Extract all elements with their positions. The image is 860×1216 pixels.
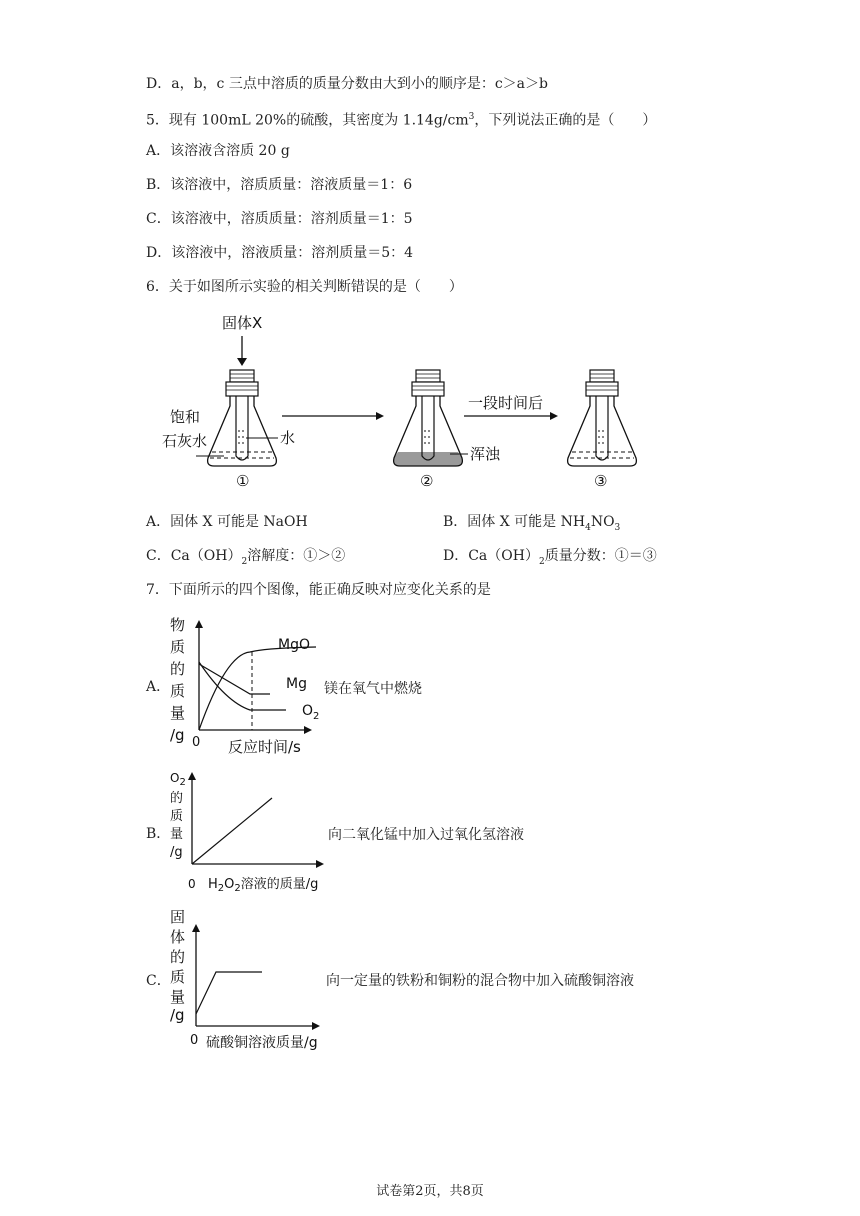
graph-c-xlabel: 硫酸铜溶液质量/g [206, 1035, 318, 1051]
q6-option-a: A．固体 X 可能是 NaOH [146, 514, 308, 530]
q6-experiment-figure [150, 306, 690, 496]
graph-b-ylabel-3: 质 [170, 809, 184, 824]
q6-option-b-text: B．固体 X 可能是 NH [443, 514, 586, 530]
graph-a-ylabel-2: 质 [170, 638, 186, 656]
solid-x-label: 固体X [222, 314, 263, 332]
water-label: 水 [280, 429, 296, 447]
graph-b-xlabel [208, 876, 318, 894]
q5-stem [146, 107, 656, 131]
after-time-label: 一段时间后 [468, 394, 544, 412]
turbid-label: 浑浊 [470, 445, 501, 463]
graph-c-ylabel-4: 质 [170, 968, 186, 986]
q5-option-d: D．该溶液中，溶液质量：溶剂质量＝5：4 [146, 245, 414, 261]
graph-b-xlabel-o: O [224, 877, 235, 892]
graph-a-mgo-label: MgO [278, 637, 310, 653]
graph-a-ylabel-4: 质 [170, 682, 186, 700]
graph-a-ylabel-6: /g [170, 726, 185, 744]
graph-b-xlabel-sub2: 2 [234, 883, 241, 894]
graph-a-mg-label: Mg [286, 676, 307, 692]
graph-b-ylabel-1-sub: 2 [179, 777, 186, 788]
flask-1 [162, 314, 295, 490]
q6-option-c [146, 546, 345, 572]
q6-option-d-sub: 2 [538, 556, 545, 567]
graph-a-o2-sub: 2 [313, 711, 320, 722]
q5-stem-sup: 3 [468, 112, 475, 122]
flask-label-2: ② [420, 472, 434, 490]
q5-stem-tail: ，下列说法正确的是（ ） [474, 112, 657, 129]
q6-option-b-sub2: 3 [614, 522, 621, 533]
graph-a-o2-text: O [302, 703, 314, 719]
q6-option-d-tail: 质量分数：①＝③ [544, 548, 657, 564]
q7-graph-c-caption: 向一定量的铁粉和铜粉的混合物中加入硫酸铜溶液 [326, 973, 634, 989]
q7-option-b-label: B． [146, 826, 171, 842]
graph-c-ylabel-2: 体 [170, 928, 186, 946]
graph-b-ylabel-1-text: O [170, 771, 180, 785]
flask-3 [568, 370, 637, 490]
q5-option-c: C．该溶液中，溶质质量：溶剂质量＝1：5 [146, 211, 413, 227]
graph-a-ylabel-1: 物 [170, 616, 186, 634]
graph-c-ylabel-6: /g [170, 1006, 185, 1024]
graph-a-o2-label [302, 703, 319, 722]
graph-a-xlabel: 反应时间/s [228, 738, 301, 756]
page-footer: 试卷第2页，共8页 [376, 1184, 484, 1199]
q6-option-c-text: C．Ca（OH） [146, 548, 242, 564]
q6-option-c-sub: 2 [241, 556, 248, 567]
q7-graph-c [166, 904, 332, 1054]
graph-a-ylabel-5: 量 [170, 704, 186, 722]
q7-graph-b-caption: 向二氧化锰中加入过氧化氢溶液 [328, 827, 524, 843]
q7-graph-a [166, 612, 326, 760]
q6-option-b [443, 512, 620, 538]
graph-b-ylabel-5: /g [170, 845, 183, 860]
graph-c-ylabel-1: 固 [170, 908, 186, 926]
graph-b-origin: 0 [188, 877, 196, 891]
q6-option-b-mid: NO [590, 514, 615, 530]
graph-a-origin: 0 [192, 735, 201, 750]
limewater-label-2: 石灰水 [162, 432, 208, 450]
graph-a-ylabel-3: 的 [170, 660, 186, 678]
graph-b-ylabel-1 [170, 771, 186, 788]
q5-option-b: B．该溶液中，溶质质量：溶液质量＝1：6 [146, 177, 413, 193]
graph-b-xlabel-sub1: 2 [217, 883, 225, 894]
q6-option-d-text: D．Ca（OH） [443, 548, 539, 564]
graph-c-origin: 0 [190, 1033, 199, 1048]
graph-b-ylabel-2: 的 [170, 791, 184, 806]
q6-option-c-tail: 溶解度：①＞② [247, 548, 346, 564]
graph-b-xlabel-h: H [208, 877, 218, 892]
graph-b-ylabel-4: 量 [170, 827, 184, 842]
q7-option-c-label: C． [146, 973, 171, 989]
q7-graph-a-caption: 镁在氧气中燃烧 [324, 681, 422, 697]
graph-b-xlabel-tail: 溶液的质量/g [240, 877, 319, 892]
graph-c-ylabel-3: 的 [170, 948, 186, 966]
limewater-label-1: 饱和 [170, 408, 201, 426]
flask-label-1: ① [236, 472, 250, 490]
graph-c-ylabel-5: 量 [170, 988, 186, 1006]
q6-option-b-sub: 4 [585, 522, 591, 533]
q4-option-d: D．a，b，c 三点中溶质的质量分数由大到小的顺序是：c＞a＞b [146, 76, 548, 92]
flask-2 [394, 370, 501, 490]
q7-option-a-label: A． [146, 679, 171, 695]
flask-label-3: ③ [594, 472, 608, 490]
q5-stem-text: 5．现有 100mL 20%的硫酸，其密度为 1.14g/cm [146, 112, 469, 129]
q6-stem: 6．关于如图所示实验的相关判断错误的是（ ） [146, 279, 463, 295]
q7-graph-b [166, 768, 338, 896]
q7-stem: 7．下面所示的四个图像，能正确反映对应变化关系的是 [146, 582, 491, 598]
q6-option-d [443, 546, 657, 572]
q5-option-a: A．该溶液含溶质 20 g [146, 143, 290, 159]
